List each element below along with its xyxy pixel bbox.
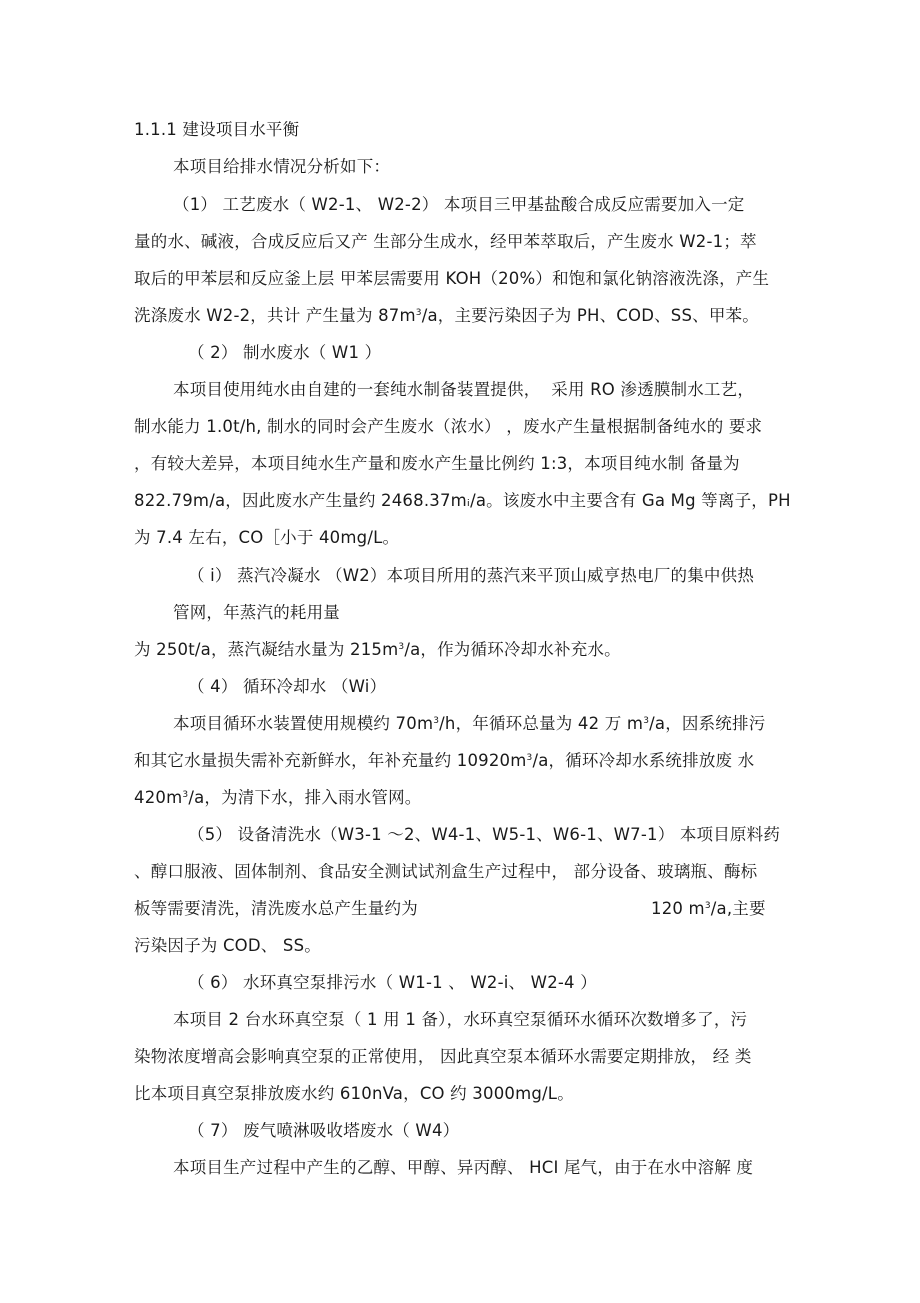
item-5-line-2: 、醇口服液、固体制剂、食品安全测试试剂盒生产过程中， 部分设备、玻璃瓶、酶标 xyxy=(134,862,758,881)
item-5-line-3: 板等需要清洗，清洗废水总产生量约为 xyxy=(134,899,418,918)
item-1-line-4: 洗涤废水 W2-2，共计 产生量为 $87m^3/a$，主要污染因子为 PH、COD、SS、甲苯。 xyxy=(134,306,759,325)
item-5-line-4: 污染因子为 COD、 SS。 xyxy=(134,936,321,955)
item-1-heading: （1） 工艺废水（ W2-1、 W2-2） 本项目三甲基盐酸合成反应需要加入一定 xyxy=(173,195,745,214)
item-6-line-2: 染物浓度增高会影响真空泵的正常使用， 因此真空泵本循环水需要定期排放， 经 类 xyxy=(134,1047,752,1066)
item-3-heading: （ i） 蒸汽冷凝水 （W2）本项目所用的蒸汽来平顶山威亨热电厂的集中供热 xyxy=(188,566,755,585)
item-2-line-1: 本项目使用纯水由自建的一套纯水制备装置提供， 采用 RO 渗透膜制水工艺， xyxy=(173,380,755,399)
item-4-heading: （ 4） 循环冷却水 （Wi） xyxy=(188,677,387,696)
item-2-heading: （ 2） 制水废水（ W1 ） xyxy=(188,343,382,362)
item-4-line-3: $420m^3/a$，为清下水，排入雨水管网。 xyxy=(134,788,422,807)
item-6-heading: （ 6） 水环真空泵排污水（ W1-1 、 W2-i、 W2-4 ） xyxy=(188,973,597,992)
item-3-line-3: 为 250t/a，蒸汽凝结水量为 $215m^3/a$，作为循环冷却水补充水。 xyxy=(134,640,621,659)
item-3-line-2: 管网，年蒸汽的耗用量 xyxy=(173,603,340,622)
item-2-line-5: 为 7.4 左右，CO［小于 40mg/L。 xyxy=(134,528,400,547)
item-6-line-3: 比本项目真空泵排放废水约 610nVa，CO 约 3000mg/L。 xyxy=(134,1084,574,1103)
item-5-heading: （5） 设备清洗水（W3-1 〜2、W4-1、W5-1、W6-1、W7-1） 本项目原料药 xyxy=(188,825,781,844)
item-2-line-4: 822.79m/a，因此废水产生量约 2468.37mᵢ/a。该废水中主要含有 Ga Mg 等离子，PH xyxy=(134,491,791,510)
item-1-line-3: 取后的甲苯层和反应釜上层 甲苯层需要用 KOH（20%）和饱和氯化钠溶液洗涤，产生 xyxy=(134,269,770,288)
item-5-line-3-right: 120 $m^3/a$,主要 xyxy=(651,899,766,918)
item-7-line-1: 本项目生产过程中产生的乙醇、甲醇、异丙醇、 HCI 尾气，由于在水中溶解 度 xyxy=(173,1158,754,1177)
item-6-line-1: 本项目 2 台水环真空泵（ 1 用 1 备），水环真空泵循环水循环次数增多了，污 xyxy=(173,1010,748,1029)
section-heading: 1.1.1 建设项目水平衡 xyxy=(134,120,300,139)
item-2-line-3: ，有较大差异，本项目纯水生产量和废水产生量比例约 1:3，本项目纯水制 备量为 xyxy=(134,454,740,473)
item-4-line-1: 本项目循环水装置使用规模约 $70m^3/h$，年循环总量为 42 万 $m^3/a$，因系统排污 xyxy=(173,714,766,733)
item-7-heading: （ 7） 废气喷淋吸收塔废水（ W4） xyxy=(188,1121,460,1140)
item-1-line-2: 量的水、碱液，合成反应后又产 生部分生成水，经甲苯萃取后，产生废水 W2-1；萃 xyxy=(134,232,757,251)
item-4-line-2: 和其它水量损失需补充新鲜水，年补充量约 $10920m^3/a$，循环冷却水系统排放废 水 xyxy=(134,751,755,770)
intro-text: 本项目给排水情况分析如下： xyxy=(173,157,391,176)
item-2-line-2: 制水能力 1.0t/h, 制水的同时会产生废水（浓水） ，废水产生量根据制备纯水的 要求 xyxy=(134,417,763,436)
